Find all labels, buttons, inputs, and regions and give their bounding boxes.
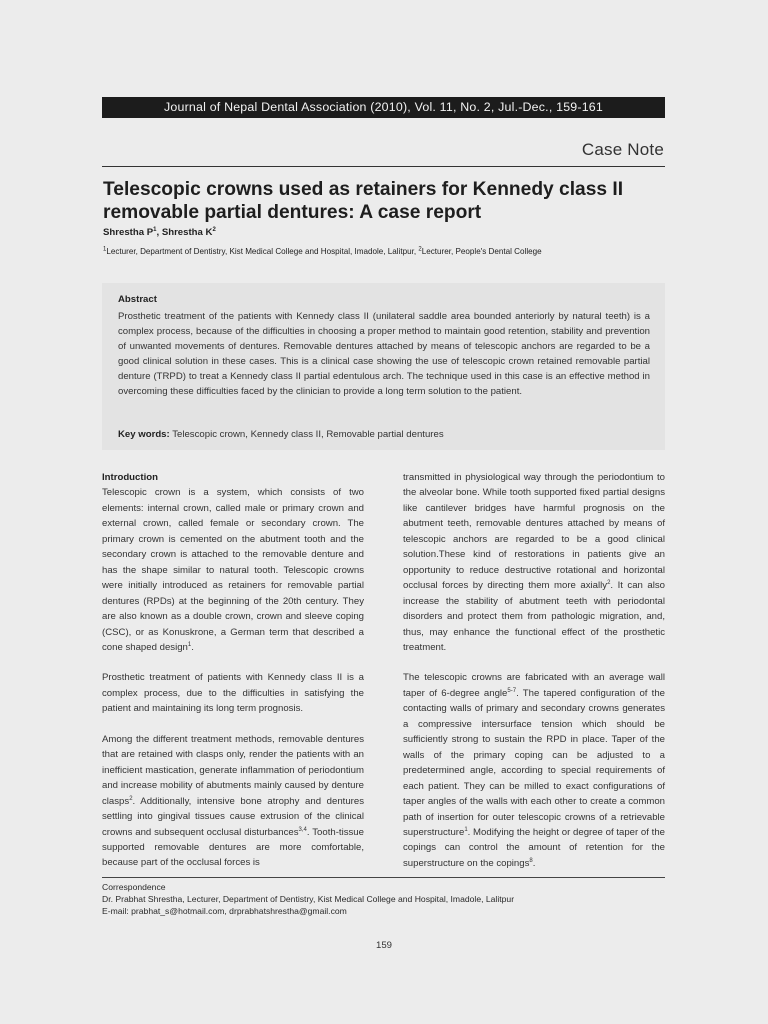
right-text-column bbox=[403, 470, 665, 871]
abstract-heading: Abstract bbox=[118, 294, 157, 305]
affiliation-marker: 2 bbox=[418, 246, 422, 253]
section-divider bbox=[102, 166, 665, 167]
citation-ref: 3,4 bbox=[298, 826, 307, 833]
keywords-label: Key words: bbox=[118, 429, 170, 440]
article-title: Telescopic crowns used as retainers for Kennedy class II removable partial dentures: A case report bbox=[103, 179, 624, 223]
correspondence-label: Correspondence bbox=[102, 882, 166, 892]
correspondence-address: Dr. Prabhat Shrestha, Lecturer, Department of Dentistry, Kist Medical College and Hospital, Imadole, Lalitpur bbox=[102, 894, 515, 905]
citation-ref: 2 bbox=[607, 579, 611, 586]
correspondence-email: E-mail: prabhat_s@hotmail.com, drprabhatshrestha@gmail.com bbox=[102, 906, 347, 917]
citation-ref: 1 bbox=[187, 641, 192, 648]
citation-ref: 8 bbox=[529, 857, 533, 864]
keywords-line bbox=[118, 429, 444, 440]
author-name: Shrestha K bbox=[161, 227, 213, 238]
author-name: Shrestha P bbox=[103, 227, 154, 238]
abstract-body: Prosthetic treatment of the patients with Kennedy class II (unilateral saddle area bounded anteriorly by natural teeth) is a complex process, because of the difficulties in choosing a proper method to maintain good retention, stability and prevention of unwanted movements of dentures. Removable dentures attached by means of telescopic anchors are regarded to be a good clinical solution in these cases. This is a clinical case showing the use of telescopic crown retained removable partial denture (TRPD) to treat a Kennedy class II partial edentulous arch. The technique used in this case is an effective method in overcoming these difficulties faced by the clinician to provide a long term solution to the patient. bbox=[118, 311, 650, 398]
body-paragraph: Among the different treatment methods, removable dentures that are retained with clasps only, render the patients with an inefficient mastication, generate inflammation of periodontium and increase mobility of abutments mainly caused by denture clasps$^2$. Additionally, intensive bone atrophy and dentures settling into gingival tissues cause extrusion of the clinical crowns and subsequent occlusal disturbances$^{3,4}$. Tooth-tissue supported removable dentures are more comfortable, because part of the occlusal forces is bbox=[102, 733, 364, 869]
author-separator: , bbox=[156, 227, 162, 238]
author-list bbox=[103, 227, 216, 238]
body-paragraph: Telescopic crown is a system, which consists of two elements: internal crown, called male or primary crown and external crown, called female or secondary crown. The primary crown is cemented on the abutment tooth and the secondary crown is attached to the removable denture and has the shape similar to natural tooth. Telescopic crowns were initially introduced as retainers for removable partial dentures (RPDs) at the beginning of the 20th century. They are also known as a double crown, crown and sleeve coping (CSC), or as Konuskrone, a German term that described a cone shaped design$^1$. bbox=[102, 487, 364, 653]
correspondence-divider bbox=[102, 877, 665, 878]
body-paragraph: Prosthetic treatment of patients with Kennedy class II is a complex process, due to the difficulties in satisfying the patient and maintaining its long term prognosis. bbox=[102, 672, 364, 715]
citation-ref: 5-7 bbox=[507, 687, 517, 694]
author-affiliation-marker: 2 bbox=[212, 226, 216, 233]
author-affiliation-marker: 1 bbox=[153, 226, 157, 233]
left-text-column bbox=[102, 470, 364, 871]
correspondence-block bbox=[102, 881, 514, 918]
citation-ref: 1 bbox=[464, 826, 468, 833]
introduction-heading: Introduction bbox=[102, 472, 158, 483]
section-label: Case Note bbox=[581, 140, 664, 159]
body-paragraph: The telescopic crowns are fabricated with an average wall taper of 6-degree angle$^{5-7}$. The tapered configuration of the contacting walls of primary and secondary crowns generates a compressive intersurface tension which should be sufficiently strong to sustain the RPD in place. Taper of the walls of the primary coping can be adjusted to a predetermined angle, according to special requirements of each patient. They can be milled to exact configurations of taper angles of the walls with each other to create a common path of insertion for outer telescopic crowns of a retrievable superstructure$^1$. Modifying the height or degree of taper of the copings can control the amount of retention for the superstructure on the copings$^8$. bbox=[403, 672, 665, 869]
keywords-list: Telescopic crown, Kennedy class II, Removable partial dentures bbox=[169, 429, 444, 440]
body-paragraph: transmitted in physiological way through the periodontium to the alveolar bone. While tooth supported fixed partial designs like cantilever bridges have harmful prognosis on the abutment teeth, removable dentures attached by means of telescopic anchors are regarded to be a good clinical solution.These kind of restorations in patients give an opportunity to reduce destructive rotational and horizontal occlusal forces by directing them more axially$^2$. It can also increase the stability of abutment teeth with periodontal disorders and protect them from pathologic migration, and, thus, may enhance the functional effect of the prosthetic treatment. bbox=[403, 472, 665, 653]
page-number: 159 bbox=[375, 940, 392, 951]
citation-ref: 2 bbox=[129, 795, 133, 802]
affiliation-marker: 1 bbox=[103, 246, 107, 253]
author-affiliations bbox=[103, 247, 542, 256]
affiliation-text: Lecturer, Department of Dentistry, Kist Medical College and Hospital, Imadole, Lalitpur, bbox=[106, 247, 419, 256]
journal-citation-bar: Journal of Nepal Dental Association (2010), Vol. 11, No. 2, Jul.-Dec., 159-161 bbox=[102, 97, 665, 118]
affiliation-text: Lecturer, People's Dental College bbox=[421, 247, 542, 256]
